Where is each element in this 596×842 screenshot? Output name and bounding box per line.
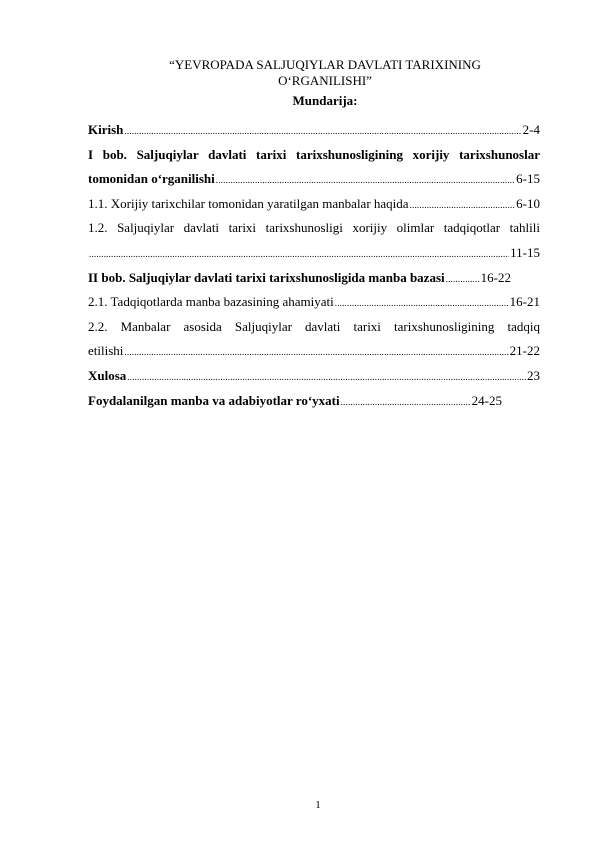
dot-leader xyxy=(124,340,508,365)
toc-page: 16-22 xyxy=(480,269,511,285)
toc-page: 11-15 xyxy=(510,244,540,260)
toc-entry-chapter-1-line-2 xyxy=(88,167,540,192)
toc-entry-chapter-2 xyxy=(88,266,540,291)
toc-label: II bob. Saljuqiylar davlati tarixi tarixshunosligida manba bazasi xyxy=(88,269,445,285)
dot-leader xyxy=(410,193,516,218)
toc-entry-section-2-2-line-1: 2.2. Manbalar asosida Saljuqiylar davlati tarixi tarixshunosligining tadqiq xyxy=(88,318,540,334)
toc-label: etilishi xyxy=(88,343,124,359)
dot-leader xyxy=(341,390,471,415)
toc-page: 6-15 xyxy=(516,171,540,187)
toc-entry-xulosa xyxy=(88,364,540,389)
document-title xyxy=(110,57,540,89)
dot-leader xyxy=(124,119,521,144)
toc-label: Kirish xyxy=(88,122,124,137)
toc-page: 24-25 xyxy=(471,392,502,408)
toc-page: 16-21 xyxy=(509,294,540,310)
toc-heading: Mundarija: xyxy=(292,93,358,108)
dot-leader xyxy=(335,291,509,316)
dot-leader xyxy=(89,242,509,267)
toc-label: Foydalanilgan manba va adabiyotlar ro‘yxati xyxy=(88,392,340,408)
dot-leader xyxy=(216,168,515,193)
dot-leader xyxy=(127,365,526,390)
toc-entry-section-1-2-line-1: 1.2. Saljuqiylar davlati tarixi tarixshunosligi xorijiy olimlar tadqiqotlar tahlili xyxy=(88,220,540,236)
dot-leader xyxy=(446,267,480,292)
title-line-1: “YEVROPADA SALJUQIYLAR DAVLATI TARIXINING xyxy=(169,57,481,72)
toc-entry-section-2-2-line-2 xyxy=(88,339,540,364)
table-of-contents xyxy=(88,118,540,413)
toc-entry-chapter-1-line-1: I bob. Saljuqiylar davlati tarixi tarixshunosligining xorijiy tarixshunoslar xyxy=(88,146,540,162)
toc-page: 6-10 xyxy=(516,195,540,211)
toc-entry-kirish xyxy=(88,118,540,143)
toc-label: tomonidan o‘rganilishi xyxy=(88,171,215,187)
page-number: 1 xyxy=(315,799,321,811)
toc-page: 2-4 xyxy=(522,122,540,137)
toc-label: 1.1. Xorijiy tarixchilar tomonidan yaratilgan manbalar haqida xyxy=(88,195,409,211)
toc-page: 21-22 xyxy=(509,343,540,359)
toc-page: 23 xyxy=(527,367,540,383)
toc-entry-section-1-1 xyxy=(88,192,540,217)
toc-entry-section-1-2-line-2 xyxy=(88,241,540,266)
toc-label: 2.1. Tadqiqotlarda manba bazasining ahamiyati xyxy=(88,294,334,310)
toc-label: Xulosa xyxy=(88,367,127,383)
toc-entry-bibliography xyxy=(88,389,540,414)
toc-entry-section-2-1 xyxy=(88,290,540,315)
title-line-2: O‘RGANILISHI” xyxy=(278,73,372,88)
